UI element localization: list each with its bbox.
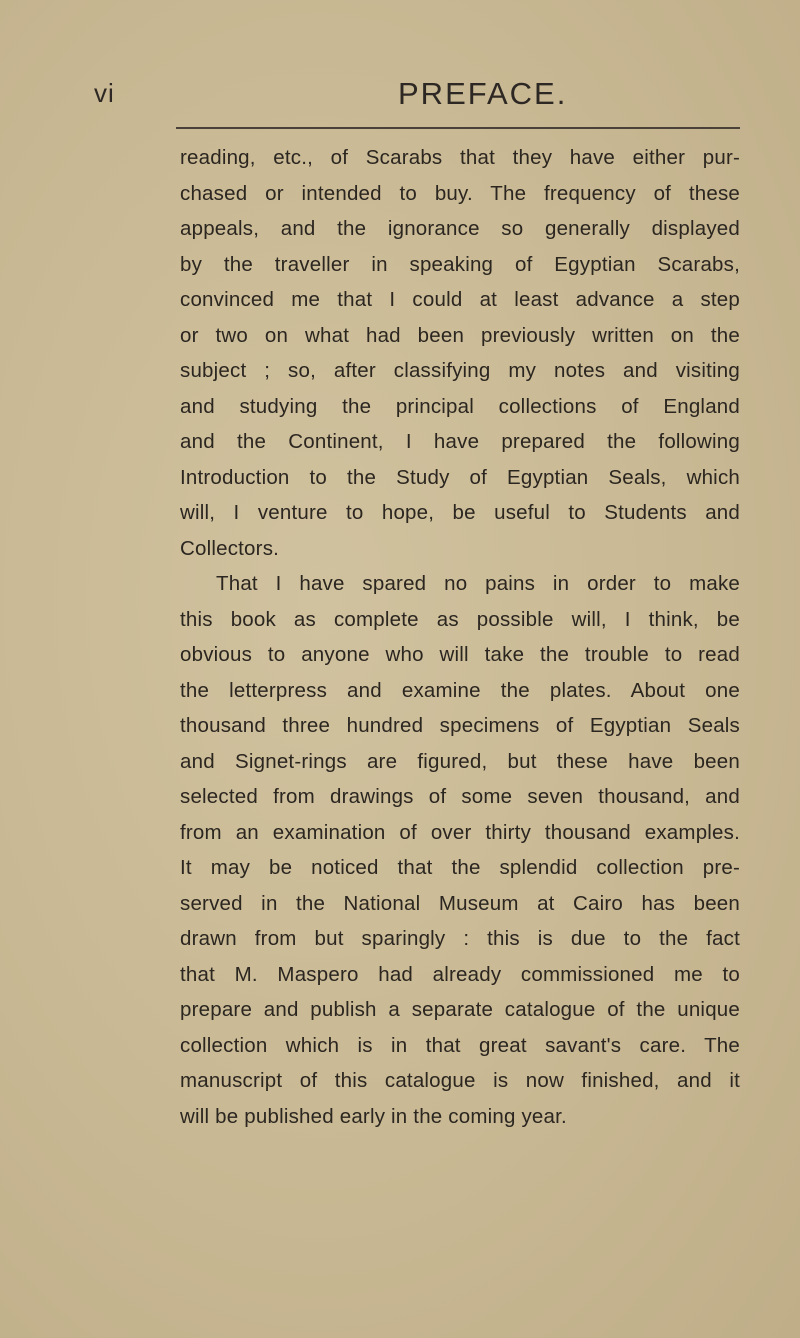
text-line: selected from drawings of some seven thousand, and xyxy=(180,785,740,808)
text-line: and studying the principal collections of England xyxy=(180,394,740,418)
body-text xyxy=(180,140,740,1134)
running-title: PREFACE. xyxy=(398,76,568,111)
text-line: drawn from but sparingly : this is due to the fact xyxy=(180,927,740,950)
text-line: or two on what had been previously written on the xyxy=(180,323,740,347)
text-line: manuscript of this catalogue is now finished, and it xyxy=(180,1069,740,1092)
text-line: convinced me that I could at least advance a step xyxy=(180,288,740,311)
text-line: subject ; so, after classifying my notes and visiting xyxy=(180,359,740,382)
text-line: that M. Maspero had already commissioned me to xyxy=(180,962,740,986)
text-line: appeals, and the ignorance so generally displayed xyxy=(180,217,740,240)
text-line: reading, etc., of Scarabs that they have either pur- xyxy=(180,146,740,169)
text-line: prepare and publish a separate catalogue of the unique xyxy=(180,998,740,1021)
text-line: by the traveller in speaking of Egyptian Scarabs, xyxy=(180,252,740,276)
text-line: That I have spared no pains in order to make xyxy=(216,572,740,595)
text-line: collection which is in that great savant's care. The xyxy=(180,1033,740,1057)
text-line: will, I venture to hope, be useful to Students and xyxy=(180,501,740,524)
text-line: thousand three hundred specimens of Egyptian Seals xyxy=(180,714,740,737)
text-line: the letterpress and examine the plates. About one xyxy=(180,678,740,702)
text-line: chased or intended to buy. The frequency of these xyxy=(180,181,740,205)
text-line: from an examination of over thirty thousand examples. xyxy=(180,820,740,844)
text-line: Collectors. xyxy=(180,536,280,560)
text-line: It may be noticed that the splendid collection pre- xyxy=(180,856,740,879)
text-line: served in the National Museum at Cairo has been xyxy=(180,891,740,915)
text-line: will be published early in the coming year. xyxy=(180,1104,567,1128)
text-line: this book as complete as possible will, I think, be xyxy=(180,607,740,631)
text-line: Introduction to the Study of Egyptian Seals, which xyxy=(180,465,740,489)
text-line: and the Continent, I have prepared the following xyxy=(180,430,740,453)
page-number: vi xyxy=(94,78,115,108)
page-header xyxy=(0,72,800,116)
text-line: and Signet-rings are figured, but these have been xyxy=(180,749,740,773)
text-line: obvious to anyone who will take the trouble to read xyxy=(180,643,740,666)
header-rule xyxy=(176,127,740,129)
